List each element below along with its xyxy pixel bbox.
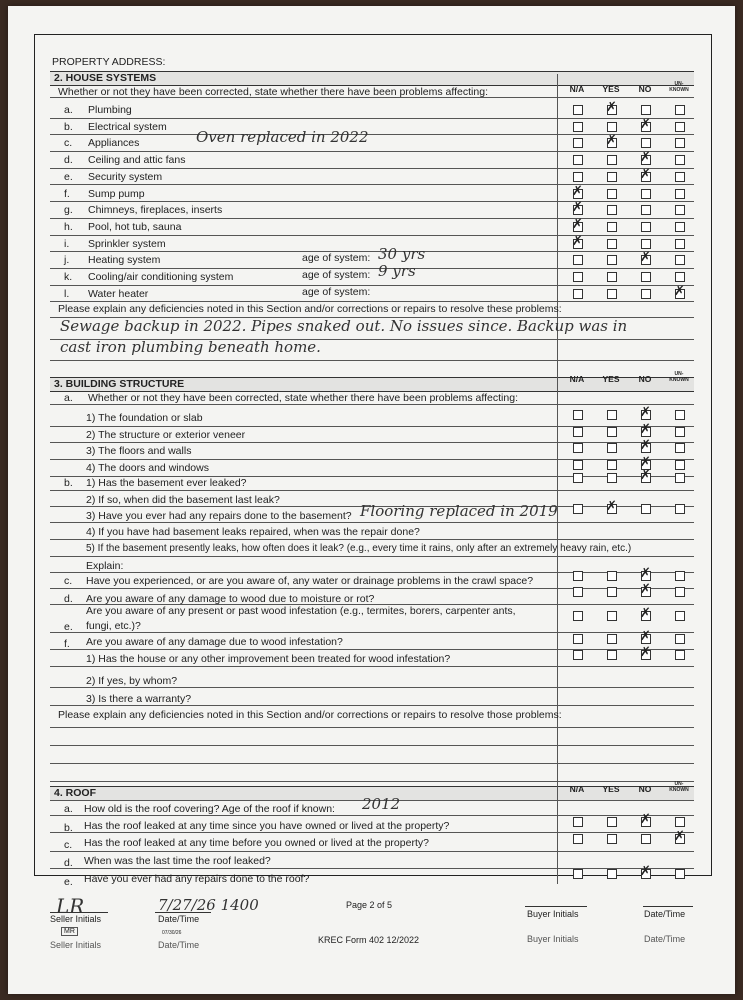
s2-item-3-checkbox-yes[interactable] — [607, 155, 617, 165]
row-divider — [50, 588, 694, 589]
s2-item-10-checkbox-no[interactable] — [641, 272, 651, 282]
row-divider — [50, 763, 694, 764]
item-label: Electrical system — [88, 120, 167, 133]
row-divider — [50, 218, 694, 219]
s3-d-check-mark: ✗ — [640, 582, 651, 597]
s3-f-checkbox-na[interactable] — [573, 634, 583, 644]
item-letter: l. — [64, 287, 70, 300]
s2-item-5-checkbox-yes[interactable] — [607, 189, 617, 199]
row-divider — [50, 442, 694, 443]
item-label: Sump pump — [88, 187, 145, 200]
column-header-unknown: UN- KNOWN — [669, 781, 689, 793]
s3-a-0-checkbox-na[interactable] — [573, 410, 583, 420]
s3-b4-label: 4) If you have had basement leaks repaired, when was the repair done? — [86, 526, 420, 538]
buyer-initials-line — [525, 906, 587, 907]
row-divider — [50, 97, 694, 98]
s3-a-0-check-mark: ✗ — [640, 405, 651, 420]
date-time-2-label: Date/Time — [158, 940, 200, 950]
item-letter: b. — [64, 120, 73, 133]
s3-f2-label: 2) If yes, by whom? — [86, 675, 178, 687]
item-label: Water heater — [88, 287, 149, 300]
s4-a-handwritten: 2012 — [362, 795, 401, 813]
s3-a-2-checkbox-unknown[interactable] — [675, 443, 685, 453]
s3-f1-checkbox-unknown[interactable] — [675, 650, 685, 660]
column-header-yes: YES — [602, 784, 620, 794]
s3-a-1-checkbox-na[interactable] — [573, 427, 583, 437]
row-divider — [50, 832, 694, 833]
s3-a-3-checkbox-yes[interactable] — [607, 460, 617, 470]
seller-initials-2-handwritten: MR — [61, 927, 78, 936]
column-header-yes: YES — [602, 84, 620, 94]
s3-f1-label: 1) Has the house or any other improvement been treated for wood infestation? — [86, 653, 451, 665]
s2-item-7-check-mark: ✗ — [572, 216, 583, 232]
s3-b-explain: Explain: — [86, 560, 124, 572]
s3-c-checkbox-unknown[interactable] — [675, 571, 685, 581]
s3-a-2-checkbox-na[interactable] — [573, 443, 583, 453]
row-divider — [50, 168, 694, 169]
item-label: Heating system — [88, 254, 161, 267]
s2-item-5-checkbox-unknown[interactable] — [675, 189, 685, 199]
s4-c-checkbox-na[interactable] — [573, 834, 583, 844]
s3-f1-checkbox-na[interactable] — [573, 650, 583, 660]
row-divider — [50, 539, 694, 540]
row-divider — [50, 134, 694, 135]
s3-a-3-checkbox-unknown[interactable] — [675, 460, 685, 470]
s3-b3-checkbox-na[interactable] — [573, 504, 583, 514]
s2-item-1-checkbox-yes[interactable] — [607, 122, 617, 132]
section-2-title: 2. HOUSE SYSTEMS — [54, 72, 157, 84]
s4-c-checkbox-yes[interactable] — [607, 834, 617, 844]
column-header-yes: YES — [602, 374, 620, 384]
s4-e-check-mark: ✗ — [640, 864, 651, 879]
s3-e-checkbox-yes[interactable] — [607, 611, 617, 621]
s2-item-7-checkbox-unknown[interactable] — [675, 222, 685, 232]
s3-e-label-2: fungi, etc.)? — [86, 620, 141, 632]
s3-b3-check-mark: ✗ — [606, 499, 617, 514]
s2-item-6-checkbox-no[interactable] — [641, 205, 651, 215]
s3-a-item: 2) The structure or exterior veneer — [86, 428, 246, 441]
s3-b1-checkbox-unknown[interactable] — [675, 473, 685, 483]
column-header-no: NO — [638, 374, 652, 384]
buyer-date-label: Date/Time — [644, 909, 686, 919]
appliance-note-handwritten: Oven replaced in 2022 — [196, 128, 369, 147]
row-divider — [50, 235, 694, 236]
column-header-na: N/A — [569, 84, 585, 94]
item-letter: c. — [64, 839, 73, 851]
s2-item-10-checkbox-na[interactable] — [573, 272, 583, 282]
item-letter: e. — [64, 876, 73, 888]
s2-item-4-checkbox-unknown[interactable] — [675, 172, 685, 182]
s3-b3-handwritten: Flooring replaced in 2019 — [360, 502, 558, 520]
s2-item-10-checkbox-unknown[interactable] — [675, 272, 685, 282]
s3-b2-label: 2) If so, when did the basement last leak? — [86, 494, 280, 506]
s2-item-9-checkbox-unknown[interactable] — [675, 255, 685, 265]
s2-item-0-checkbox-unknown[interactable] — [675, 105, 685, 115]
s2-item-6-checkbox-yes[interactable] — [607, 205, 617, 215]
s4-e-checkbox-yes[interactable] — [607, 869, 617, 879]
row-divider — [50, 490, 694, 491]
item-label: Chimneys, fireplaces, inserts — [88, 204, 223, 217]
item-letter: d. — [64, 593, 73, 605]
row-divider — [50, 666, 694, 667]
item-letter: e. — [64, 170, 73, 183]
row-divider — [50, 572, 694, 573]
item-letter: f. — [64, 638, 70, 650]
item-letter: c. — [64, 575, 73, 587]
s3-a-item: 1) The foundation or slab — [86, 412, 203, 424]
s3-e-label-1: Are you aware of any present or past wood infestation (e.g., termites, borers, carpenter ants, — [86, 605, 516, 617]
s4-b-check-mark: ✗ — [640, 812, 651, 827]
item-label: Plumbing — [88, 104, 132, 116]
s2-item-8-check-mark: ✗ — [572, 233, 583, 249]
item-letter: f. — [64, 187, 70, 200]
row-divider — [50, 251, 694, 252]
item-letter: b. — [64, 477, 73, 489]
s2-item-5-checkbox-no[interactable] — [641, 189, 651, 199]
s3-c-checkbox-yes[interactable] — [607, 571, 617, 581]
s2-item-3-checkbox-unknown[interactable] — [675, 155, 685, 165]
row-divider — [50, 459, 694, 460]
s3-b1-checkbox-yes[interactable] — [607, 473, 617, 483]
buyer-initials-2-label: Buyer Initials — [527, 934, 579, 944]
s2-item-8-checkbox-yes[interactable] — [607, 239, 617, 249]
row-divider — [50, 184, 694, 185]
section-2-explain-handwritten-2: cast iron plumbing beneath home. — [60, 338, 321, 356]
item-letter: g. — [64, 204, 73, 217]
s3-f1-check-mark: ✗ — [640, 645, 651, 660]
column-header-na: N/A — [569, 784, 585, 794]
date-time-label: Date/Time — [158, 914, 200, 924]
section-4-title: 4. ROOF — [54, 787, 97, 799]
row-divider — [50, 632, 694, 633]
s3-b3-checkbox-no[interactable] — [641, 504, 651, 514]
column-header-na: N/A — [569, 374, 585, 384]
s2-item-2-checkbox-unknown[interactable] — [675, 138, 685, 148]
age-label: age of system: — [302, 252, 371, 265]
row-divider — [50, 268, 694, 269]
s3-a-2-checkbox-yes[interactable] — [607, 443, 617, 453]
page-number: Page 2 of 5 — [346, 900, 393, 910]
row-divider — [50, 118, 694, 119]
s2-item-4-checkbox-na[interactable] — [573, 172, 583, 182]
row-divider — [50, 426, 694, 427]
s3-f3-label: 3) Is there a warranty? — [86, 693, 192, 705]
s3-f-checkbox-yes[interactable] — [607, 634, 617, 644]
s2-item-0-checkbox-no[interactable] — [641, 105, 651, 115]
s3-a-0-checkbox-unknown[interactable] — [675, 410, 685, 420]
s4-e-checkbox-unknown[interactable] — [675, 869, 685, 879]
item-letter: a. — [64, 803, 73, 815]
s3-b3-label: 3) Have you ever had any repairs done to the basement? — [86, 510, 352, 522]
s4-c-label: Has the roof leaked at any time before you owned or lived at the property? — [84, 837, 429, 849]
row-divider — [50, 522, 694, 523]
row-divider — [50, 556, 694, 557]
s3-e-checkbox-unknown[interactable] — [675, 611, 685, 621]
s3-a-1-checkbox-unknown[interactable] — [675, 427, 685, 437]
s3-d-checkbox-na[interactable] — [573, 587, 583, 597]
s2-item-11-checkbox-no[interactable] — [641, 289, 651, 299]
s2-item-7-checkbox-yes[interactable] — [607, 222, 617, 232]
s2-item-2-checkbox-no[interactable] — [641, 138, 651, 148]
s3-a-3-checkbox-na[interactable] — [573, 460, 583, 470]
s2-item-1-check-mark: ✗ — [640, 116, 651, 132]
s3-e-check-mark: ✗ — [640, 606, 651, 621]
s3-f-check-mark: ✗ — [640, 629, 651, 644]
s3-e-checkbox-na[interactable] — [573, 611, 583, 621]
column-header-unknown: UN- KNOWN — [669, 81, 689, 93]
s2-item-2-checkbox-na[interactable] — [573, 138, 583, 148]
item-letter: h. — [64, 220, 73, 233]
s2-item-0-checkbox-na[interactable] — [573, 105, 583, 115]
s2-item-3-checkbox-na[interactable] — [573, 155, 583, 165]
item-label: Pool, hot tub, sauna — [88, 220, 182, 233]
s4-b-checkbox-unknown[interactable] — [675, 817, 685, 827]
s2-item-0-check-mark: ✗ — [606, 100, 617, 115]
buyer-date-line — [643, 906, 693, 907]
row-divider — [50, 851, 694, 852]
age-label: age of system: — [302, 285, 371, 298]
section-2-intro: Whether or not they have been corrected, state whether there have been problems affecting: — [58, 86, 488, 98]
age-label: age of system: — [302, 269, 371, 281]
s3-a-item: 3) The floors and walls — [86, 445, 192, 458]
column-header-no: NO — [638, 84, 652, 94]
column-header-unknown: UN- KNOWN — [669, 371, 689, 383]
s2-item-9-checkbox-yes[interactable] — [607, 255, 617, 265]
s3-a-item: 4) The doors and windows — [86, 462, 209, 475]
s3-f-label: Are you aware of any damage due to wood infestation? — [86, 636, 343, 648]
s3-a-label: Whether or not they have been corrected, state whether there have been problems affecting: — [88, 392, 518, 404]
s2-item-5-check-mark: ✗ — [572, 183, 583, 199]
section-3-title: 3. BUILDING STRUCTURE — [54, 378, 185, 390]
item-letter: j. — [64, 254, 70, 267]
s3-c-label: Have you experienced, or are you aware of, any water or drainage problems in the crawl space? — [86, 575, 534, 587]
row-divider — [50, 705, 694, 706]
section-2-explain-label: Please explain any deficiencies noted in this Section and/or corrections or repairs to resolve these problems: — [58, 303, 562, 315]
s2-item-8-checkbox-unknown[interactable] — [675, 239, 685, 249]
item-letter: a. — [64, 104, 73, 116]
age-handwritten: 9 yrs — [378, 262, 416, 280]
item-letter: e. — [64, 621, 73, 633]
s3-a-1-check-mark: ✗ — [640, 421, 651, 437]
s3-c-check-mark: ✗ — [640, 566, 651, 581]
s2-item-6-checkbox-unknown[interactable] — [675, 205, 685, 215]
item-letter: a. — [64, 392, 73, 404]
row-divider — [50, 868, 694, 869]
seller-initials-label: Seller Initials — [50, 914, 102, 924]
item-letter: d. — [64, 857, 73, 869]
s3-b5-label: 5) If the basement presently leaks, how often does it leak? (e.g., every time it rains, only after an extremely heavy rain, etc.) — [86, 543, 632, 554]
s3-f1-checkbox-yes[interactable] — [607, 650, 617, 660]
item-letter: k. — [64, 271, 73, 283]
item-letter: b. — [64, 822, 73, 834]
seller-initials-handwritten: LR — [56, 894, 85, 918]
s3-b1-label: 1) Has the basement ever leaked? — [86, 477, 247, 489]
s2-item-11-check-mark: ✗ — [674, 283, 685, 299]
s2-item-9-checkbox-na[interactable] — [573, 255, 583, 265]
buyer-date-2-label: Date/Time — [644, 934, 686, 944]
s2-item-2-check-mark: ✗ — [606, 133, 617, 149]
section-2-explain-handwritten-1: Sewage backup in 2022. Pipes snaked out. No issues since. Backup was in — [60, 317, 628, 335]
s4-b-label: Has the roof leaked at any time since you have owned or lived at the property? — [84, 820, 450, 832]
item-label: Cooling/air conditioning system — [88, 271, 234, 283]
s4-e-label: Have you ever had any repairs done to the roof? — [84, 873, 310, 885]
form-id: KREC Form 402 12/2022 — [318, 935, 420, 945]
date-line — [155, 912, 211, 913]
s4-e-checkbox-na[interactable] — [573, 869, 583, 879]
s2-item-9-check-mark: ✗ — [640, 250, 651, 266]
s4-c-checkbox-no[interactable] — [641, 834, 651, 844]
s4-c-check-mark: ✗ — [674, 829, 685, 844]
row-divider — [50, 285, 694, 286]
seller-initials-2-label: Seller Initials — [50, 940, 102, 950]
buyer-initials-label: Buyer Initials — [527, 909, 579, 919]
column-header-no: NO — [638, 784, 652, 794]
row-divider — [50, 201, 694, 202]
date-handwritten: 7/27/26 1400 — [158, 896, 259, 914]
item-label: Security system — [88, 170, 163, 183]
s3-b1-checkbox-na[interactable] — [573, 473, 583, 483]
date-small: 07/30/26 — [162, 930, 182, 936]
s3-d-checkbox-unknown[interactable] — [675, 587, 685, 597]
row-divider — [50, 649, 694, 650]
s4-b-checkbox-yes[interactable] — [607, 817, 617, 827]
s3-f-checkbox-unknown[interactable] — [675, 634, 685, 644]
row-divider — [50, 301, 694, 302]
item-letter: c. — [64, 137, 73, 150]
item-letter: i. — [64, 237, 70, 250]
s2-item-1-checkbox-unknown[interactable] — [675, 122, 685, 132]
row-divider — [50, 404, 694, 405]
s2-item-4-checkbox-yes[interactable] — [607, 172, 617, 182]
s3-b3-checkbox-unknown[interactable] — [675, 504, 685, 514]
seller-initials-line — [50, 912, 108, 913]
s3-a-1-checkbox-yes[interactable] — [607, 427, 617, 437]
s2-item-3-check-mark: ✗ — [640, 150, 651, 166]
s4-d-label: When was the last time the roof leaked? — [84, 855, 271, 867]
s3-d-label: Are you aware of any damage to wood due to moisture or rot? — [86, 593, 375, 605]
row-divider — [50, 781, 694, 782]
s2-item-7-checkbox-no[interactable] — [641, 222, 651, 232]
property-address-label: PROPERTY ADDRESS: — [52, 56, 166, 68]
row-divider — [50, 360, 694, 361]
row-divider — [50, 151, 694, 152]
s3-a-2-check-mark: ✗ — [640, 438, 651, 454]
item-label: Appliances — [88, 137, 140, 150]
row-divider — [50, 815, 694, 816]
s2-item-1-checkbox-na[interactable] — [573, 122, 583, 132]
row-divider — [50, 687, 694, 688]
s2-item-10-checkbox-yes[interactable] — [607, 272, 617, 282]
section-3-explain-label: Please explain any deficiencies noted in this Section and/or corrections or repairs to resolve those problems: — [58, 709, 562, 721]
s2-item-4-check-mark: ✗ — [640, 166, 651, 182]
item-letter: d. — [64, 154, 73, 167]
s3-b1-check-mark: ✗ — [640, 468, 651, 483]
s4-b-checkbox-na[interactable] — [573, 817, 583, 827]
item-label: Ceiling and attic fans — [88, 154, 186, 167]
s2-item-11-checkbox-na[interactable] — [573, 289, 583, 299]
s3-c-checkbox-na[interactable] — [573, 571, 583, 581]
s4-a-label: How old is the roof covering? Age of the roof if known: — [84, 803, 335, 815]
s3-d-checkbox-yes[interactable] — [607, 587, 617, 597]
s2-item-11-checkbox-yes[interactable] — [607, 289, 617, 299]
s3-a-3-check-mark: ✗ — [640, 455, 651, 471]
s3-a-0-checkbox-yes[interactable] — [607, 410, 617, 420]
row-divider — [50, 727, 694, 728]
age-handwritten: 30 yrs — [378, 245, 426, 264]
row-divider — [50, 745, 694, 746]
item-label: Sprinkler system — [88, 237, 166, 250]
s2-item-6-check-mark: ✗ — [572, 200, 583, 216]
s2-item-8-checkbox-no[interactable] — [641, 239, 651, 249]
